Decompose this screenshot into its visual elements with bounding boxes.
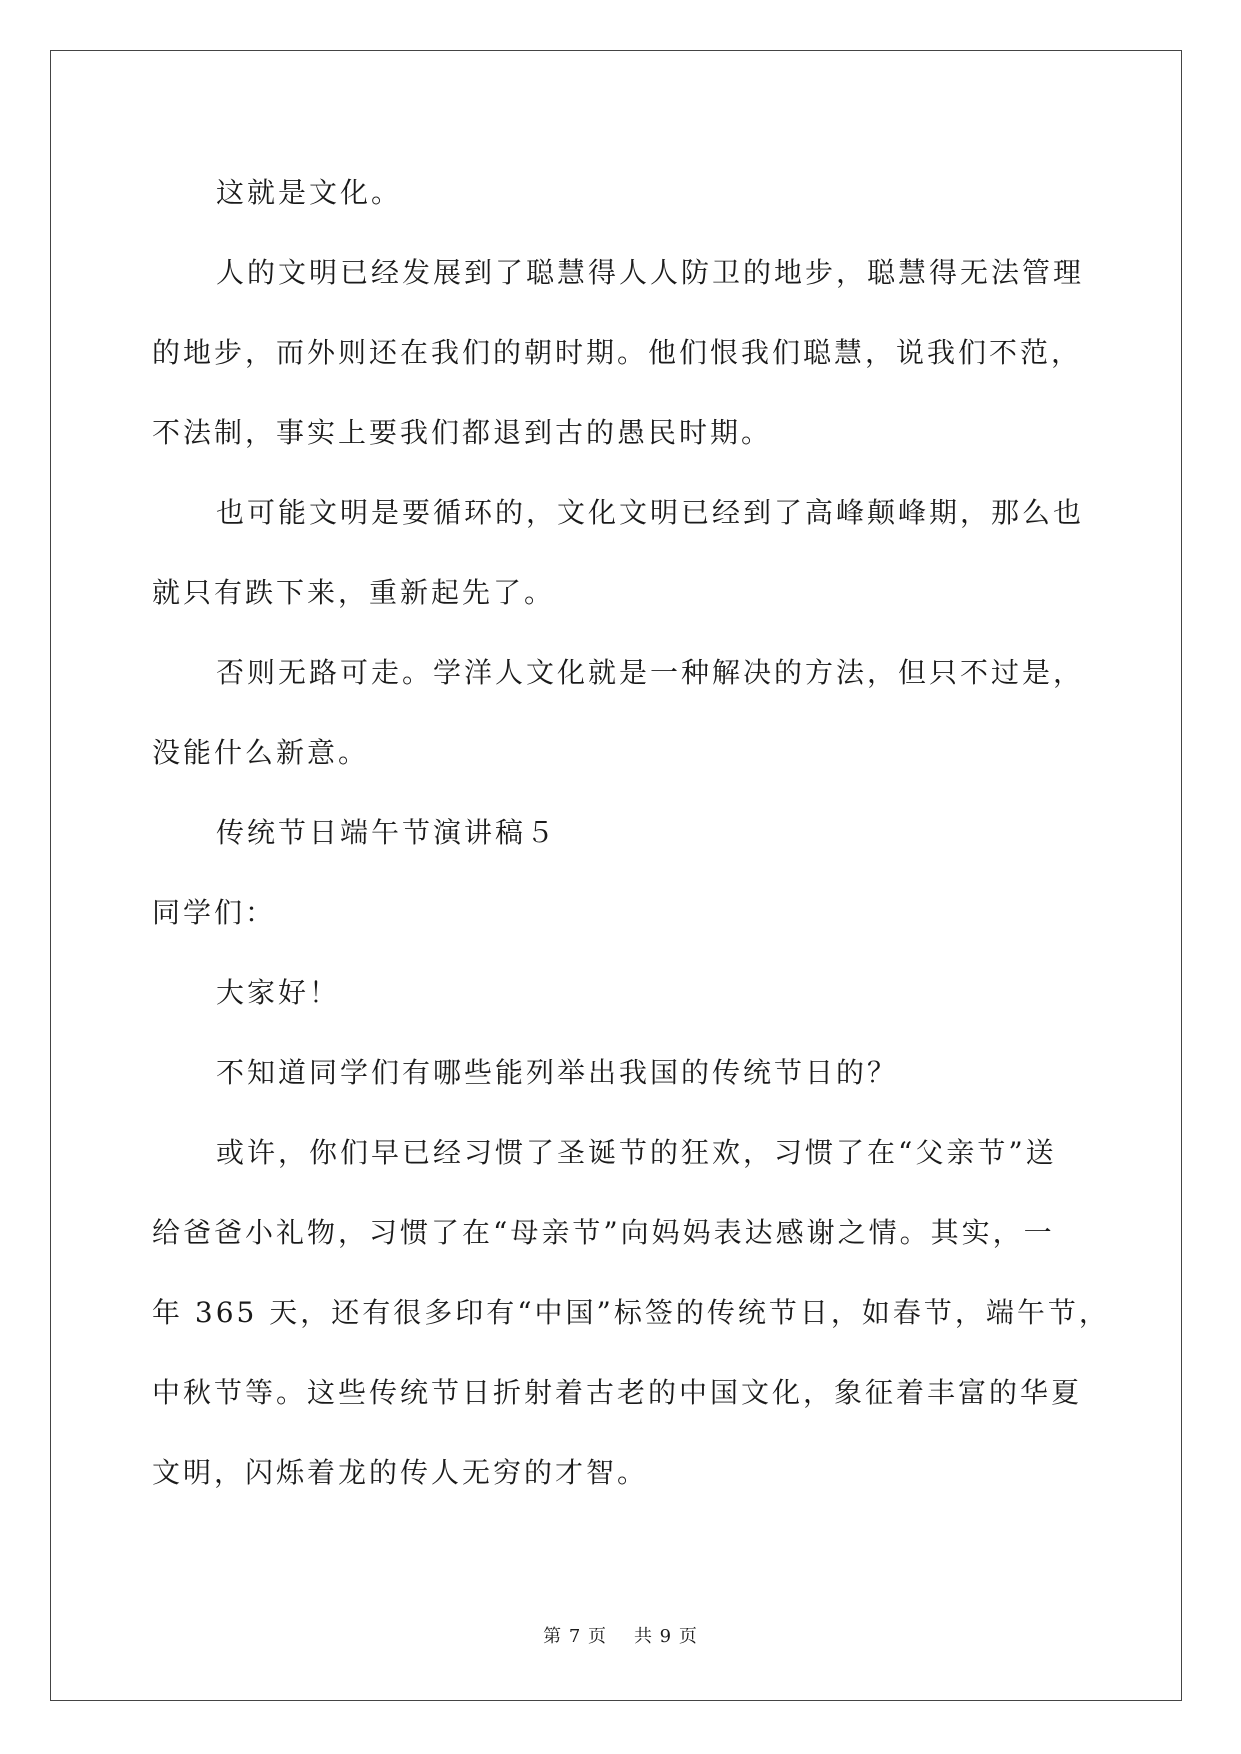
salutation: 同学们： bbox=[152, 896, 277, 929]
paragraph-line: 给爸爸小礼物，习惯了在“母亲节”向妈妈表达感谢之情。其实，一 bbox=[152, 1216, 1055, 1249]
paragraph-line: 就只有跌下来，重新起先了。 bbox=[152, 576, 556, 609]
paragraph-line: 不知道同学们有哪些能列举出我国的传统节日的？ bbox=[216, 1056, 899, 1089]
paragraph-line: 没能什么新意。 bbox=[152, 736, 370, 769]
paragraph-line: 不法制，事实上要我们都退到古的愚民时期。 bbox=[152, 416, 773, 449]
page-number-footer: 第 7 页 共 9 页 bbox=[543, 1626, 698, 1647]
paragraph-line: 中秋节等。这些传统节日折射着古老的中国文化，象征着丰富的华夏 bbox=[152, 1376, 1083, 1409]
document-body bbox=[152, 166, 1110, 1526]
paragraph-line: 人的文明已经发展到了聪慧得人人防卫的地步，聪慧得无法管理 bbox=[216, 256, 1085, 289]
paragraph-line: 这就是文化。 bbox=[216, 176, 403, 209]
section-heading: 传统节日端午节演讲稿５ bbox=[216, 816, 558, 849]
paragraph-line: 也可能文明是要循环的，文化文明已经到了高峰颠峰期，那么也 bbox=[216, 496, 1085, 529]
paragraph-line: 文明，闪烁着龙的传人无穷的才智。 bbox=[152, 1456, 649, 1489]
paragraph-line: 年 365 天，还有很多印有“中国”标签的传统节日，如春节，端午节， bbox=[152, 1296, 1110, 1329]
paragraph-line: 或许，你们早已经习惯了圣诞节的狂欢，习惯了在“父亲节”送 bbox=[216, 1136, 1057, 1169]
paragraph-line: 否则无路可走。学洋人文化就是一种解决的方法，但只不过是， bbox=[216, 656, 1085, 689]
paragraph-line: 的地步，而外则还在我们的朝时期。他们恨我们聪慧，说我们不范， bbox=[152, 336, 1083, 369]
greeting: 大家好！ bbox=[216, 976, 341, 1009]
